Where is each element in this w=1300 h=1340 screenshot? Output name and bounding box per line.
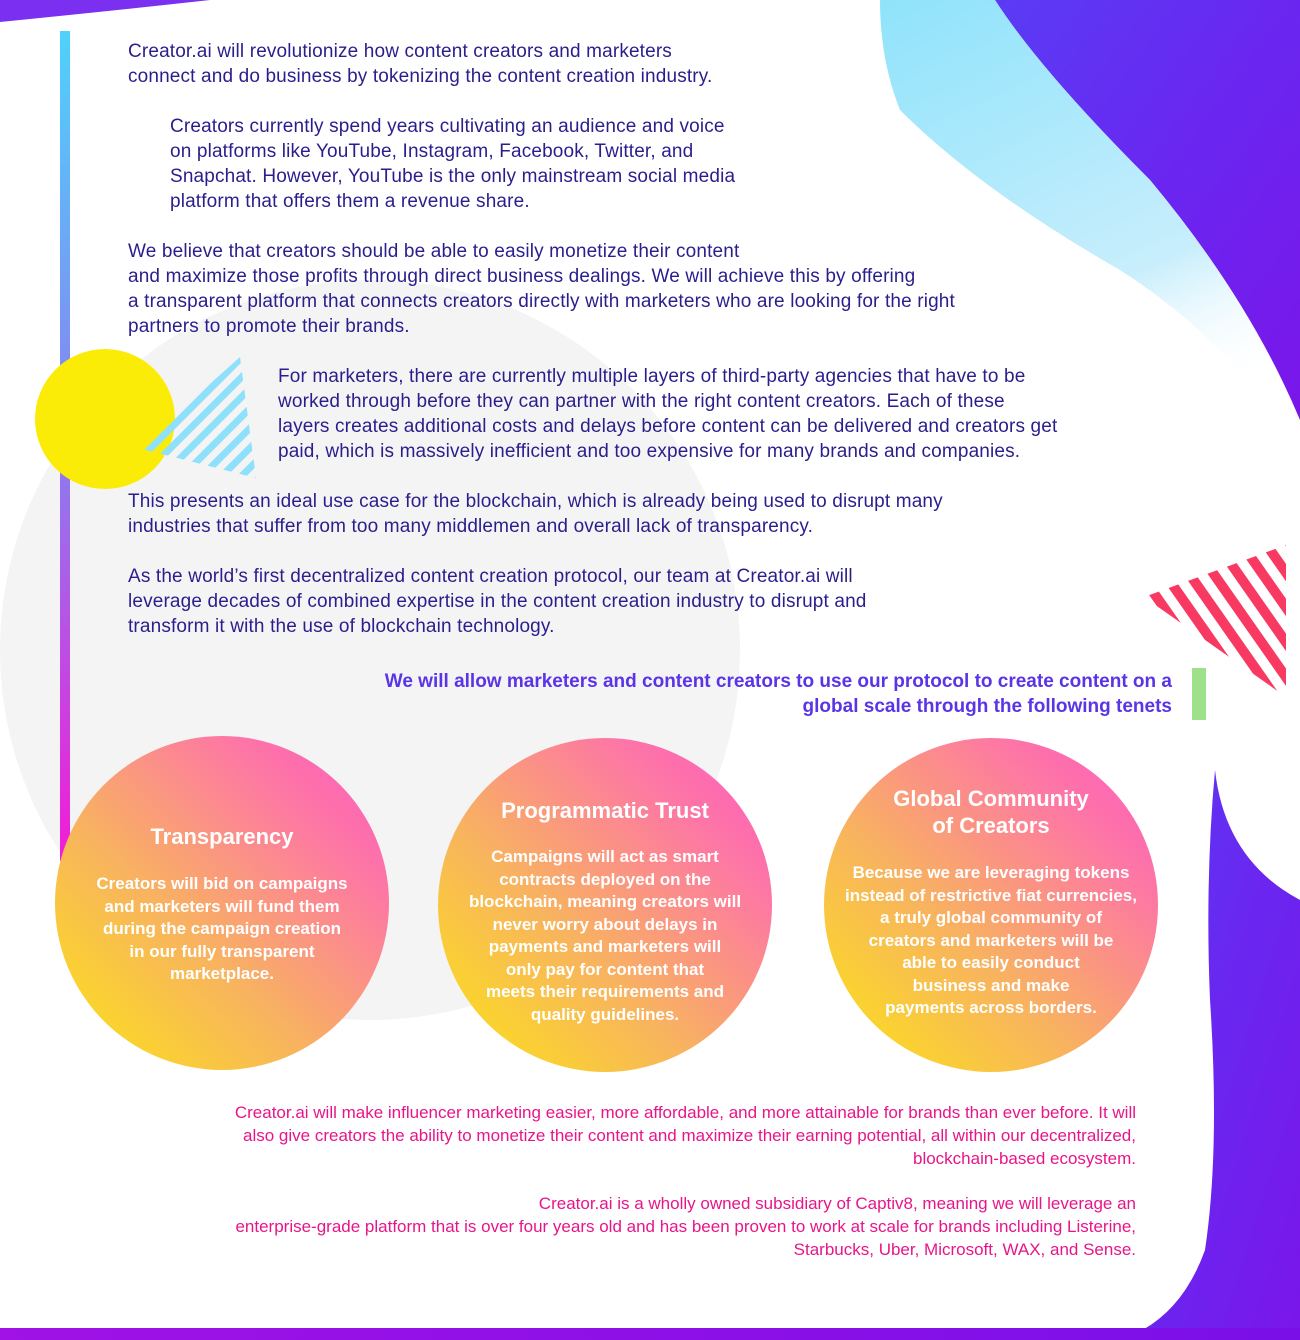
tenets-intro-heading <box>252 669 1172 719</box>
text-line: partners to promote their brands. <box>128 316 410 337</box>
text-line: We believe that creators should be able to easily monetize their content <box>128 241 740 262</box>
text-line: Creator.ai will make influencer marketing easier, more affordable, and more attainable for brands than ever before. It will <box>234 1103 1136 1122</box>
text-line: Creator.ai is a wholly owned subsidiary of Captiv8, meaning we will leverage an <box>538 1194 1136 1213</box>
marketers-paragraph <box>278 364 1208 464</box>
blockchain-paragraph <box>128 489 1118 539</box>
text-line: instead of restrictive fiat currencies, <box>845 885 1137 905</box>
tenet-description <box>438 846 772 1026</box>
tenet-title: Programmatic Trust <box>501 798 709 823</box>
text-line: connect and do business by tokenizing the content creation industry. <box>128 66 713 87</box>
text-line: We will allow marketers and content creators to use our protocol to create content on a <box>384 671 1172 692</box>
protocol-paragraph <box>128 564 1028 639</box>
text-line: a truly global community of <box>880 908 1102 927</box>
text-line: a transparent platform that connects creators directly with marketers who are looking for the right <box>128 291 955 312</box>
text-line: payments across borders. <box>885 998 1097 1017</box>
tenet-description <box>55 873 389 986</box>
text-line: As the world’s first decentralized content creation protocol, our team at Creator.ai will <box>128 566 853 587</box>
intro-paragraph <box>128 39 868 89</box>
text-line: and maximize those profits through direct business dealings. We will achieve this by offering <box>128 266 916 287</box>
text-line: creators and marketers will be <box>868 930 1114 950</box>
text-line: blockchain-based ecosystem. <box>912 1149 1136 1168</box>
text-line: marketplace. <box>170 964 274 983</box>
green-accent-bar <box>1192 668 1206 720</box>
closing-paragraph-influencer <box>56 1101 1136 1170</box>
text-line: during the campaign creation <box>102 919 342 938</box>
text-line: able to easily conduct <box>902 953 1080 972</box>
text-line: Creator.ai will revolutionize how content creators and marketers <box>128 41 672 62</box>
text-line: Starbucks, Uber, Microsoft, WAX, and Sense. <box>793 1240 1136 1259</box>
text-line: also give creators the ability to monetize their content and maximize their earning potential, all within our decentralized, <box>243 1126 1136 1145</box>
text-line: meets their requirements and <box>485 982 725 1001</box>
text-line: Because we are leveraging tokens <box>852 863 1130 882</box>
text-line: blockchain, meaning creators will <box>468 892 742 911</box>
text-line: global scale through the following tenets <box>802 696 1172 717</box>
text-line: industries that suffer from too many middlemen and overall lack of transparency. <box>128 516 814 537</box>
text-line: only pay for content that <box>505 959 705 979</box>
text-line: never worry about delays in <box>492 914 718 934</box>
text-line: Creators currently spend years cultivating an audience and voice <box>170 116 725 137</box>
text-line: Campaigns will act as smart <box>491 847 719 866</box>
text-line: platform that offers them a revenue share. <box>170 191 530 212</box>
text-line: worked through before they can partner with the right content creators. Each of these <box>278 391 1005 412</box>
text-line: payments and marketers will <box>488 937 722 956</box>
tenet-title <box>824 785 1158 839</box>
text-line: Global Community <box>893 786 1089 811</box>
text-line: paid, which is massively inefficient and too expensive for many brands and companies. <box>278 441 1021 462</box>
tenet-title: Transparency <box>150 824 294 849</box>
text-line: business and make <box>912 975 1070 995</box>
closing-paragraph-captiv8 <box>56 1192 1136 1261</box>
text-line: layers creates additional costs and delays before content can be delivered and creators get <box>278 416 1058 437</box>
text-line: Snapchat. However, YouTube is the only mainstream social media <box>170 166 736 187</box>
text-line: on platforms like YouTube, Instagram, Facebook, Twitter, and <box>170 141 694 162</box>
text-line: transform it with the use of blockchain technology. <box>128 616 555 637</box>
text-line: in our fully transparent <box>129 941 315 961</box>
text-line: quality guidelines. <box>530 1004 680 1024</box>
text-line: enterprise-grade platform that is over four years old and has been proven to work at scale for brands including Listerine, <box>235 1217 1136 1236</box>
text-line: of Creators <box>932 813 1050 838</box>
text-line: Creators will bid on campaigns <box>96 874 348 893</box>
belief-paragraph <box>128 239 1128 339</box>
text-line: contracts deployed on the <box>499 869 711 889</box>
text-line: This presents an ideal use case for the blockchain, which is already being used to disrupt many <box>128 491 943 512</box>
text-line: and marketers will fund them <box>104 896 340 916</box>
creators-paragraph <box>170 114 850 214</box>
text-line: leverage decades of combined expertise in the content creation industry to disrupt and <box>128 591 867 612</box>
tenet-description <box>824 862 1158 1020</box>
text-line: For marketers, there are currently multiple layers of third-party agencies that have to be <box>278 366 1026 387</box>
